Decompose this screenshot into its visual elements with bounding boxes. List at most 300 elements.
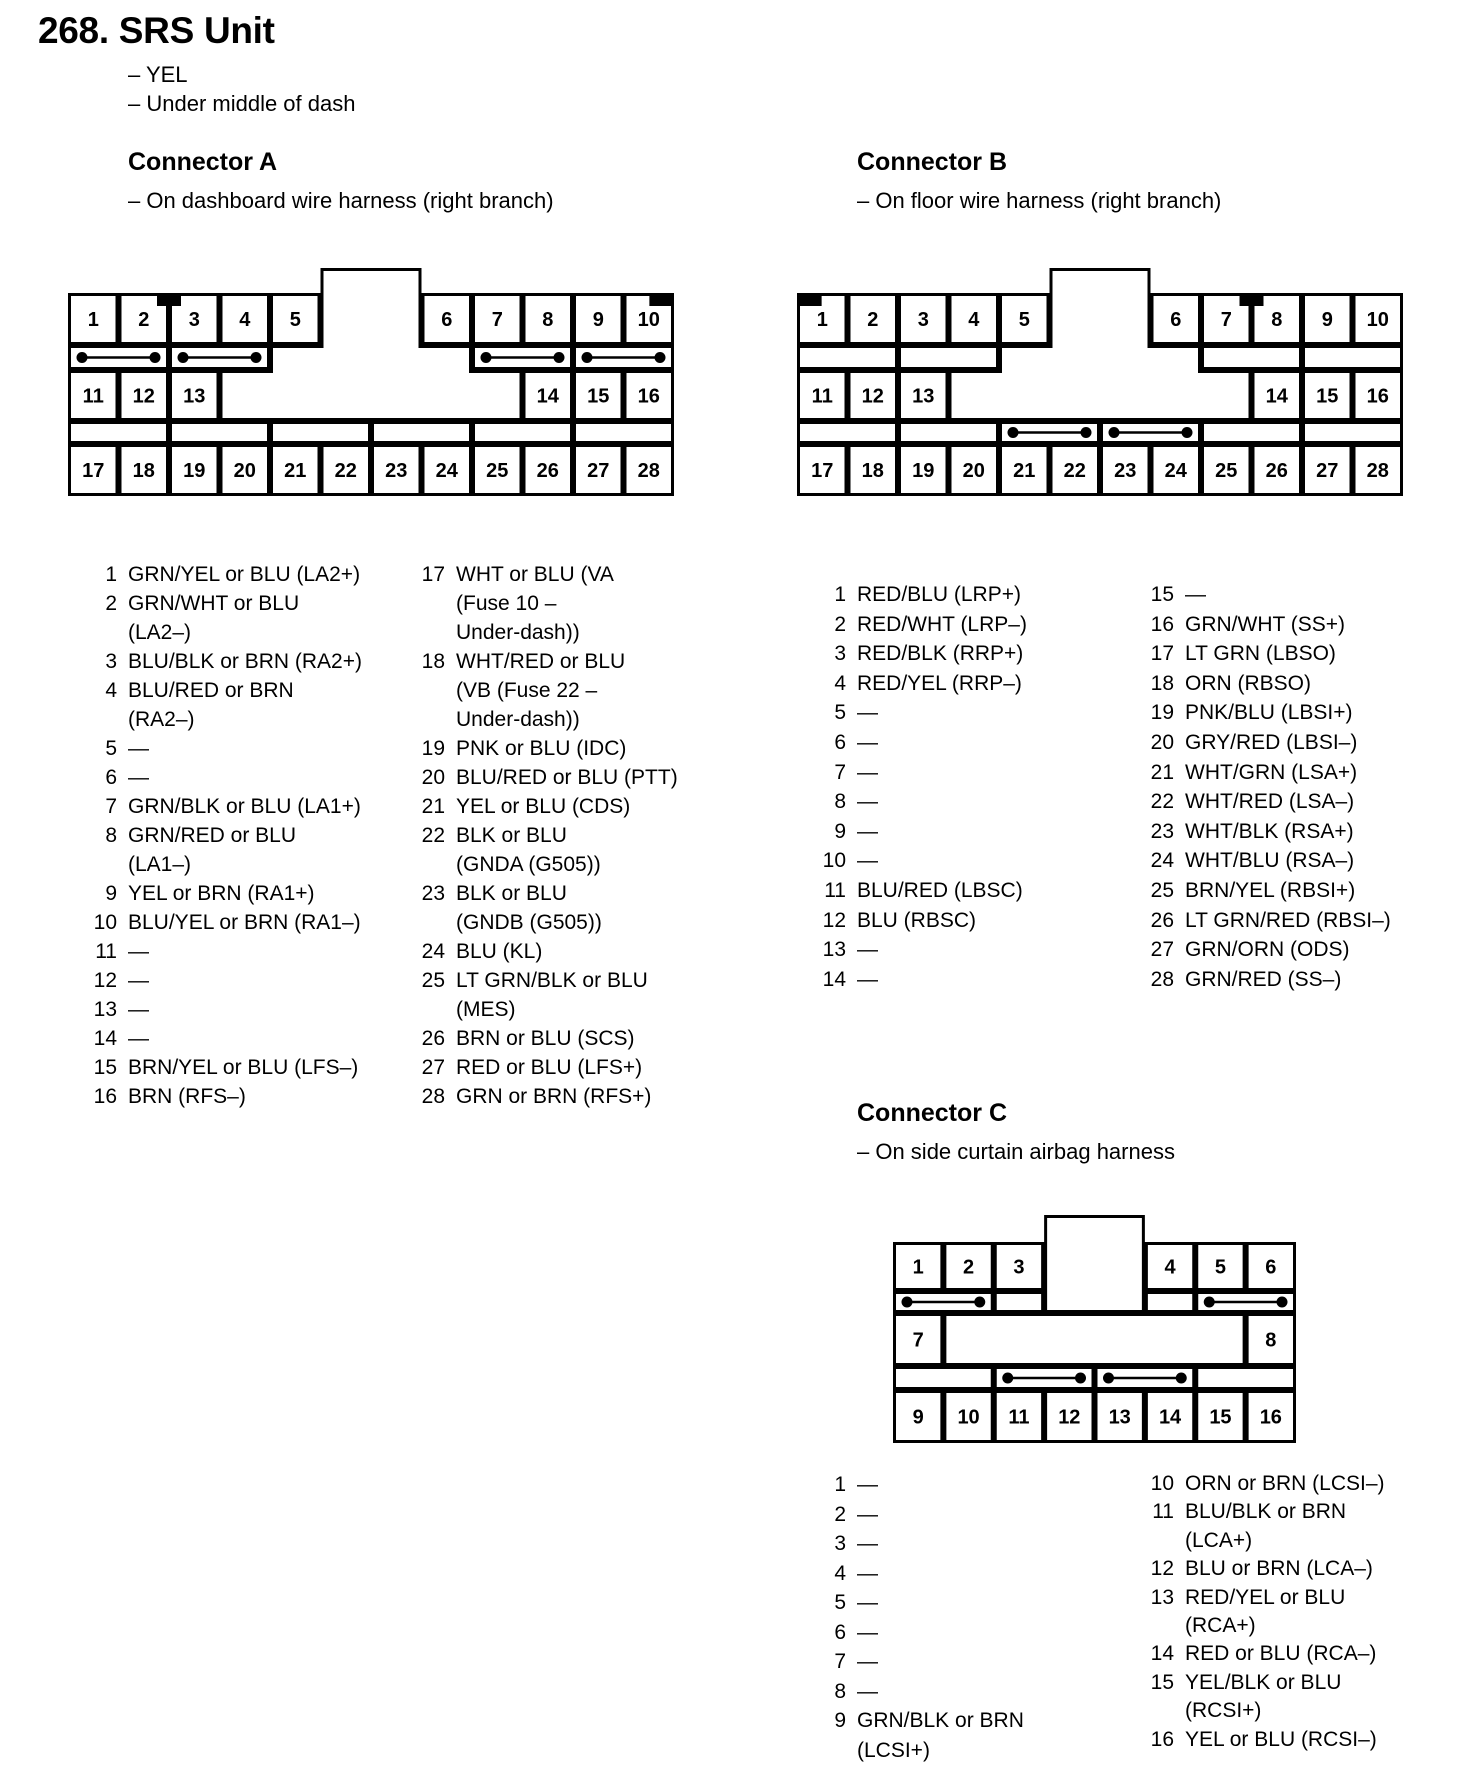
shorting-bar-dot [1176,1373,1187,1384]
pin-number: 21 [421,795,445,818]
blank-cell [1198,1369,1293,1387]
pinout-item [807,1559,1024,1589]
wire-description-line: (RCA+) [1185,1614,1256,1638]
wire-description [857,965,878,995]
pin-number: 7 [834,1650,846,1673]
pin-number: 3 [834,642,846,666]
wire-description-line: PNK or BLU (IDC) [456,737,627,760]
pin-number: 27 [1150,938,1174,962]
wire-description-line: YEL or BRN (RA1+) [128,882,315,905]
connector-a-diagram [68,268,674,498]
wire-description-line: WHT/BLK (RSA+) [1185,819,1354,843]
pinout-item [78,879,362,908]
pin-number: 22 [421,824,445,847]
pinout-item [807,580,1027,610]
pinout-item [807,1500,1024,1530]
pin-number: 6 [105,766,117,789]
blank-cell [172,424,267,441]
pin-label: 18 [132,460,155,482]
pin-number: 16 [1150,612,1174,636]
pinout-item [78,589,362,647]
pin-label: 7 [912,1329,924,1352]
wire-description [1185,787,1354,817]
wire-description-line: RED/BLK (RRP+) [857,642,1024,666]
pinout-item [406,1053,678,1082]
pin-label: 6 [1265,1256,1277,1279]
pinout-item [807,1647,1024,1677]
wire-description-line: GRN or BRN (RFS+) [456,1085,652,1108]
pin-label: 10 [1366,309,1389,331]
pin-label: 2 [867,309,879,331]
pin-label: 12 [861,385,884,408]
shorting-bar-dot [655,352,666,363]
pin-label: 21 [284,460,307,482]
wire-description [128,1053,358,1082]
blank-cell [1148,1294,1192,1310]
pinout-item [1135,1726,1385,1754]
pinout-item [1135,758,1391,788]
wire-description-line: BLU/RED or BLU (PTT) [456,766,678,789]
wire-description-line: BRN (RFS–) [128,1085,246,1108]
pin-label: 4 [239,309,251,331]
pin-label: 5 [1018,309,1030,331]
wire-description-line: WHT/GRN (LSA+) [1185,760,1358,784]
pinout-item [1135,787,1391,817]
wire-description-line: (GNDB (G505)) [456,911,602,934]
blank-cell [71,424,166,441]
pinout-item [807,728,1027,758]
pin-number: 26 [421,1027,445,1050]
pin-label: 12 [1058,1406,1081,1429]
wire-description-line: YEL/BLK or BLU [1185,1670,1342,1694]
pin-label: 22 [334,460,357,482]
open-cavity [952,373,1249,418]
blank-cell [1305,348,1400,367]
pin-label: 27 [1316,460,1339,482]
wire-description [1185,1555,1373,1583]
wire-description [1185,1669,1341,1726]
pin-number: 13 [93,998,117,1021]
pin-number: 12 [1150,1557,1174,1581]
pin-number: 24 [421,940,445,963]
wire-description [128,908,361,937]
wire-description [857,1647,878,1677]
pin-number: 19 [1150,701,1174,725]
pinout-item [807,906,1027,936]
pin-number: 4 [834,671,846,695]
pin-number: 13 [1150,1585,1174,1609]
polarity-key-mark [1240,295,1264,306]
pinout-item [807,1706,1024,1765]
pinout-item [78,734,362,763]
wire-description [456,734,626,763]
pin-number: 19 [421,737,445,760]
shorting-bar-dot [582,352,593,363]
wire-description-line: RED or BLU (RCA–) [1185,1642,1377,1666]
pin-label: 26 [1265,460,1288,482]
wire-description-line: — [128,969,149,992]
wire-description-line: — [857,1591,878,1614]
wire-description-line: (LCSI+) [857,1738,930,1762]
wire-description [456,763,678,792]
pin-label: 17 [82,460,105,482]
pin-label: 15 [1209,1406,1232,1429]
pinout-item [1135,698,1391,728]
pin-number: 28 [421,1085,445,1108]
pin-number: 1 [834,1473,846,1496]
wire-description-line: — [857,1650,878,1673]
pin-label: 10 [637,309,660,331]
blank-cell [576,424,671,441]
wire-description [456,937,542,966]
pin-label: 20 [233,460,256,482]
pin-number: 9 [105,882,117,905]
pinout-item [807,669,1027,699]
wire-description-line: — [1185,583,1206,606]
pin-number: 5 [105,737,117,760]
open-cavity [1047,1218,1142,1310]
shorting-bar-dot [1008,427,1019,438]
shorting-bar-dot [251,352,262,363]
pin-label: 24 [1164,460,1187,482]
wire-description-line: — [128,737,149,760]
wire-description [128,1082,246,1111]
wire-description-line: — [128,940,149,963]
wire-description-line: WHT or BLU (VA [456,563,614,586]
wire-description-line: GRN/BLK or BRN [857,1709,1024,1732]
pin-label: 11 [1008,1406,1030,1429]
pinout-item [406,792,678,821]
pin-number: 28 [1150,967,1174,991]
pinout-item [807,817,1027,847]
wire-description-line: BLK or BLU [456,824,567,847]
pin-number: 18 [421,650,445,673]
pin-number: 15 [1150,583,1174,606]
blank-cell [1204,348,1299,367]
pin-number: 14 [822,967,846,991]
wire-description-line: WHT/RED or BLU [456,650,626,673]
wire-description [128,763,149,792]
blank-cell [800,424,895,441]
wire-description [128,734,149,763]
wire-description [128,821,296,879]
wire-description [1185,1726,1377,1754]
pin-label: 26 [536,460,559,482]
polarity-key-mark [649,295,673,306]
wire-description-line: — [857,1561,878,1585]
wire-description [128,647,362,676]
wire-description [857,1706,1024,1765]
pinout-item [807,1470,1024,1500]
pin-number: 7 [834,760,846,784]
pin-number: 18 [1150,671,1174,695]
pin-label: 13 [1108,1406,1131,1429]
pinout-item [1135,728,1391,758]
pinout-item [78,966,362,995]
wire-description-line: (GNDA (G505)) [456,853,601,876]
wire-description [1185,580,1206,610]
wire-description [456,792,630,821]
wire-description [128,966,149,995]
pin-number: 3 [105,650,117,673]
pinout-item [406,734,678,763]
blank-cell [1204,424,1299,441]
pinout-item [1135,1498,1385,1555]
pin-label: 15 [1316,385,1339,408]
pin-number: 1 [105,563,117,586]
shorting-bar-dot [481,352,492,363]
pin-label: 11 [811,385,833,408]
wire-description [857,935,878,965]
pin-label: 9 [1321,309,1333,331]
wire-description [456,560,614,647]
pin-label: 15 [587,385,610,408]
pin-label: 28 [1366,460,1389,482]
wire-description-line: GRN/WHT or BLU [128,592,300,615]
pinout-item [78,763,362,792]
wire-description [1185,698,1352,728]
pin-number: 2 [105,592,117,615]
shorting-bar-dot [1103,1373,1114,1384]
wire-description-line: GRN/ORN (ODS) [1185,938,1350,962]
pin-number: 4 [834,1561,846,1585]
pin-number: 25 [1150,878,1174,902]
wire-description-line: ORN (RBSO) [1185,671,1311,695]
wire-description-line: Under-dash)) [456,621,580,644]
wire-description-line: BLU/RED or BRN [128,679,294,702]
pin-label: 6 [441,309,453,331]
pinout-item [406,763,678,792]
wire-description [456,879,602,937]
pin-number: 23 [421,882,445,905]
pin-label: 16 [1366,385,1389,408]
wire-description [857,876,1023,906]
pin-number: 13 [822,938,846,962]
pin-number: 22 [1150,790,1174,814]
wire-description [456,966,648,1024]
wire-description [456,647,625,734]
pin-label: 17 [811,460,834,482]
color-note: – YEL [128,62,188,87]
wire-description [857,787,878,817]
pin-number: 16 [1150,1727,1174,1751]
wire-description-line: (MES) [456,998,516,1021]
pinout-item [1135,580,1391,610]
wire-description [128,879,315,908]
pinout-item [1135,935,1391,965]
wire-description-line: BLU/BLK or BRN [1185,1500,1347,1524]
pin-label: 19 [183,460,206,482]
pin-label: 5 [289,309,301,331]
blank-cell [901,424,996,441]
pinout-item [807,698,1027,728]
pin-number: 15 [93,1056,117,1079]
pin-label: 7 [1220,309,1232,331]
connector-a-pinout-col-1 [78,560,362,1111]
pin-label: 24 [435,460,458,482]
blank-cell [896,1369,991,1387]
pin-number: 8 [105,824,117,847]
wire-description-line: RED/BLU (LRP+) [857,583,1021,606]
wire-description [1185,935,1350,965]
wire-description [857,906,976,936]
pin-label: 19 [912,460,935,482]
pinout-item [1135,1470,1385,1498]
wire-description [456,821,601,879]
pin-label: 4 [968,309,980,331]
pin-number: 27 [421,1056,445,1079]
pin-label: 4 [1164,1256,1176,1279]
wire-description [857,728,878,758]
blank-cell [800,348,895,367]
wire-description-line: LT GRN (LBSO) [1185,642,1336,666]
pin-label: 2 [963,1256,975,1279]
wire-description-line: — [128,766,149,789]
connector-a-location: – On dashboard wire harness (right branch) [128,188,554,213]
wire-description-line: GRY/RED (LBSI–) [1185,730,1358,754]
pin-number: 15 [1150,1670,1174,1694]
pin-number: 10 [1150,1472,1174,1495]
connector-c-location: – On side curtain airbag harness [857,1139,1175,1164]
wire-description-line: — [857,849,878,873]
pin-number: 12 [822,908,846,932]
pinout-item [78,560,362,589]
connector-b-pinout-col-1 [807,580,1027,994]
wire-description-line: (LA2–) [128,621,192,644]
shorting-bar-dot [1075,1373,1086,1384]
pin-number: 10 [822,849,846,873]
connector-a-pinout-col-2 [406,560,678,1111]
shorting-bar-dot [150,352,161,363]
pin-number: 21 [1150,760,1174,784]
pin-number: 24 [1150,849,1174,873]
blank-cell [475,424,570,441]
pin-number: 6 [834,730,846,754]
pin-number: 6 [834,1620,846,1644]
wire-description [1185,728,1357,758]
wire-description-line: (Fuse 10 – [456,592,557,615]
wire-description-line: Under-dash)) [456,708,580,731]
wire-description-line: LT GRN/BLK or BLU [456,969,648,992]
pin-label: 6 [1170,309,1182,331]
pin-number: 11 [824,878,846,902]
pin-number: 9 [834,819,846,843]
pin-number: 20 [1150,730,1174,754]
pinout-item [78,995,362,1024]
wire-description-line: PNK/BLU (LBSI+) [1185,701,1353,725]
wire-description [1185,817,1354,847]
pin-number: 17 [1150,642,1174,666]
wire-description [1185,906,1391,936]
wire-description [128,676,294,734]
wire-description [1185,1470,1385,1498]
wire-description-line: (LCA+) [1185,1528,1253,1552]
pin-label: 9 [912,1406,924,1429]
wire-description [857,639,1023,669]
pin-number: 12 [93,969,117,992]
wire-description-line: — [857,790,878,814]
wire-description [857,580,1021,610]
page-title: 268. SRS Unit [38,10,275,51]
wire-description-line: — [857,967,878,991]
wire-description-line: YEL or BLU (CDS) [456,795,631,818]
wire-description [128,937,149,966]
wire-description-line: — [857,1502,878,1526]
pin-label: 22 [1063,460,1086,482]
wire-description [1185,1498,1346,1555]
connector-b-heading: Connector B [857,148,1007,176]
pin-number: 4 [105,679,117,702]
pinout-item [1135,1584,1385,1641]
pin-label: 7 [491,309,503,331]
wire-description-line: — [857,1620,878,1644]
wire-description-line: WHT/BLU (RSA–) [1185,849,1355,873]
pin-label: 25 [1215,460,1238,482]
wire-description [857,817,878,847]
pinout-item [78,647,362,676]
pin-label: 13 [912,385,935,408]
shorting-bar-dot [1109,427,1120,438]
pin-label: 1 [816,309,828,331]
shorting-bar-dot [178,352,189,363]
wire-description-line: RED/YEL or BLU [1185,1585,1346,1609]
pin-label: 14 [536,385,559,408]
pinout-item [78,821,362,879]
pin-label: 2 [138,309,150,331]
shorting-bar-dot [1081,427,1092,438]
wire-description [128,1024,149,1053]
pinout-item [1135,669,1391,699]
wire-description [456,1024,635,1053]
wire-description [456,1053,642,1082]
wire-description-line: — [857,730,878,754]
pin-label: 3 [917,309,929,331]
wire-description-line: RED/WHT (LRP–) [857,612,1027,636]
pinout-item [807,610,1027,640]
pinout-item [1135,965,1391,995]
pin-label: 20 [962,460,985,482]
wire-description-line: BRN/YEL or BLU (LFS–) [128,1056,359,1079]
pin-label: 10 [957,1406,980,1429]
pin-label: 23 [385,460,408,482]
wire-description-line: RED/YEL (RRP–) [857,671,1022,695]
pin-label: 21 [1013,460,1036,482]
wire-description-line: BLU (KL) [456,940,543,963]
pinout-item [1135,817,1391,847]
pinout-item [78,676,362,734]
pinout-item [406,937,678,966]
wire-description [1185,846,1354,876]
connector-b-pinout-col-2 [1135,580,1391,994]
pin-number: 10 [93,911,117,934]
wire-description-line: BLK or BLU [456,882,567,905]
wire-description [128,560,360,589]
pinout-item [406,560,678,647]
wire-description-line: — [857,1679,878,1703]
wire-description-line: — [857,938,878,962]
pin-number: 2 [834,612,846,636]
pin-label: 13 [183,385,206,408]
wire-description [1185,1640,1376,1668]
pinout-item [78,908,362,937]
wire-description [857,1588,878,1618]
pinout-item [406,647,678,734]
shorting-bar-dot [1182,427,1193,438]
shorting-bar-dot [77,352,88,363]
pin-label: 1 [912,1256,924,1279]
pin-label: 11 [82,385,104,408]
pin-label: 23 [1114,460,1137,482]
